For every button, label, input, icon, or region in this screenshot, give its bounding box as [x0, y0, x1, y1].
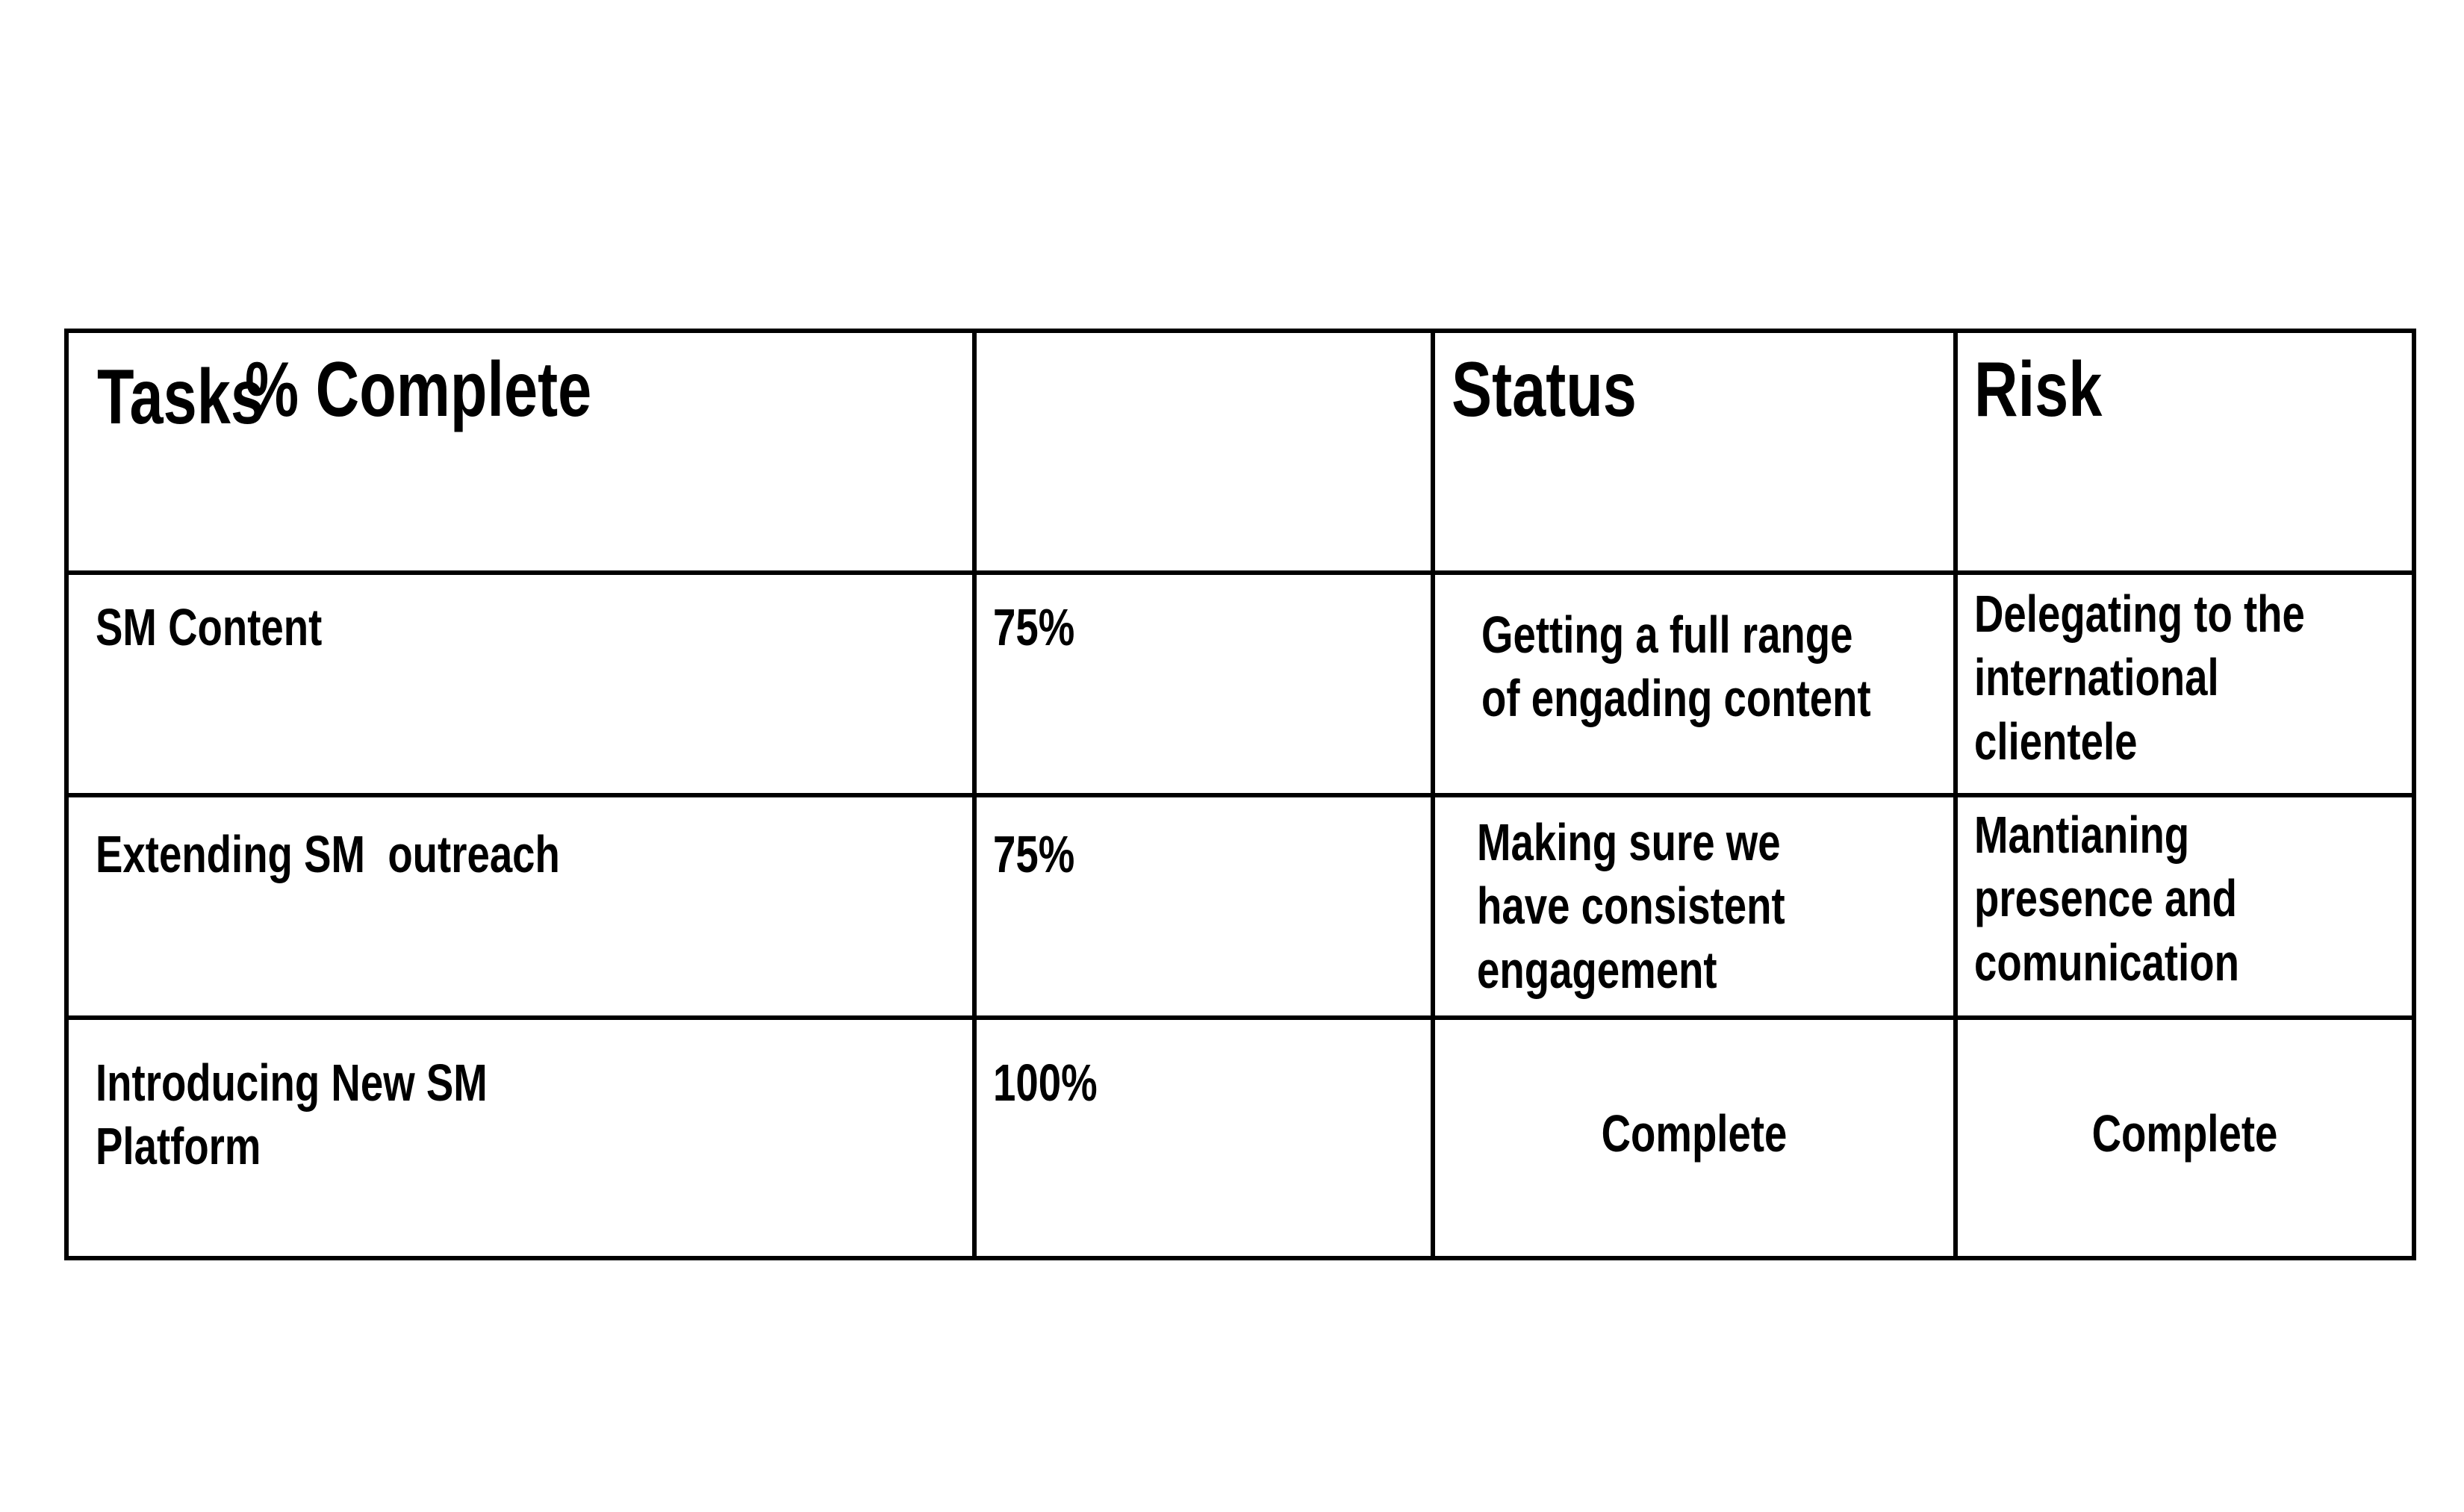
header-risk: Risk	[1974, 346, 2103, 433]
row-divider	[69, 570, 2412, 575]
header-status: Status	[1452, 346, 1637, 433]
row2-status: Making sure we have consistent engagement	[1477, 813, 1785, 999]
row-divider	[69, 793, 2412, 797]
row3-percent: 100%	[993, 1054, 1098, 1112]
header-tasks: Tasks	[97, 354, 264, 441]
row1-percent: 75%	[993, 598, 1075, 656]
row2-percent: 75%	[993, 825, 1075, 883]
header-percent-complete: % Complete	[245, 346, 592, 433]
row1-task: SM Content	[96, 598, 323, 656]
row3-task: Introducing New SM Platform	[96, 1054, 488, 1176]
row-divider	[69, 1015, 2412, 1020]
row2-task: Extending SM outreach	[96, 825, 560, 883]
row3-status: Complete	[1601, 1104, 1788, 1163]
row3-risk: Complete	[2091, 1104, 2278, 1163]
row1-status: Getting a full range of engading content	[1481, 606, 1871, 728]
row1-risk: Delegating to the international clientele	[1974, 585, 2305, 771]
task-status-table	[64, 329, 2416, 1260]
row2-risk: Mantianing presence and comunication	[1974, 806, 2239, 992]
